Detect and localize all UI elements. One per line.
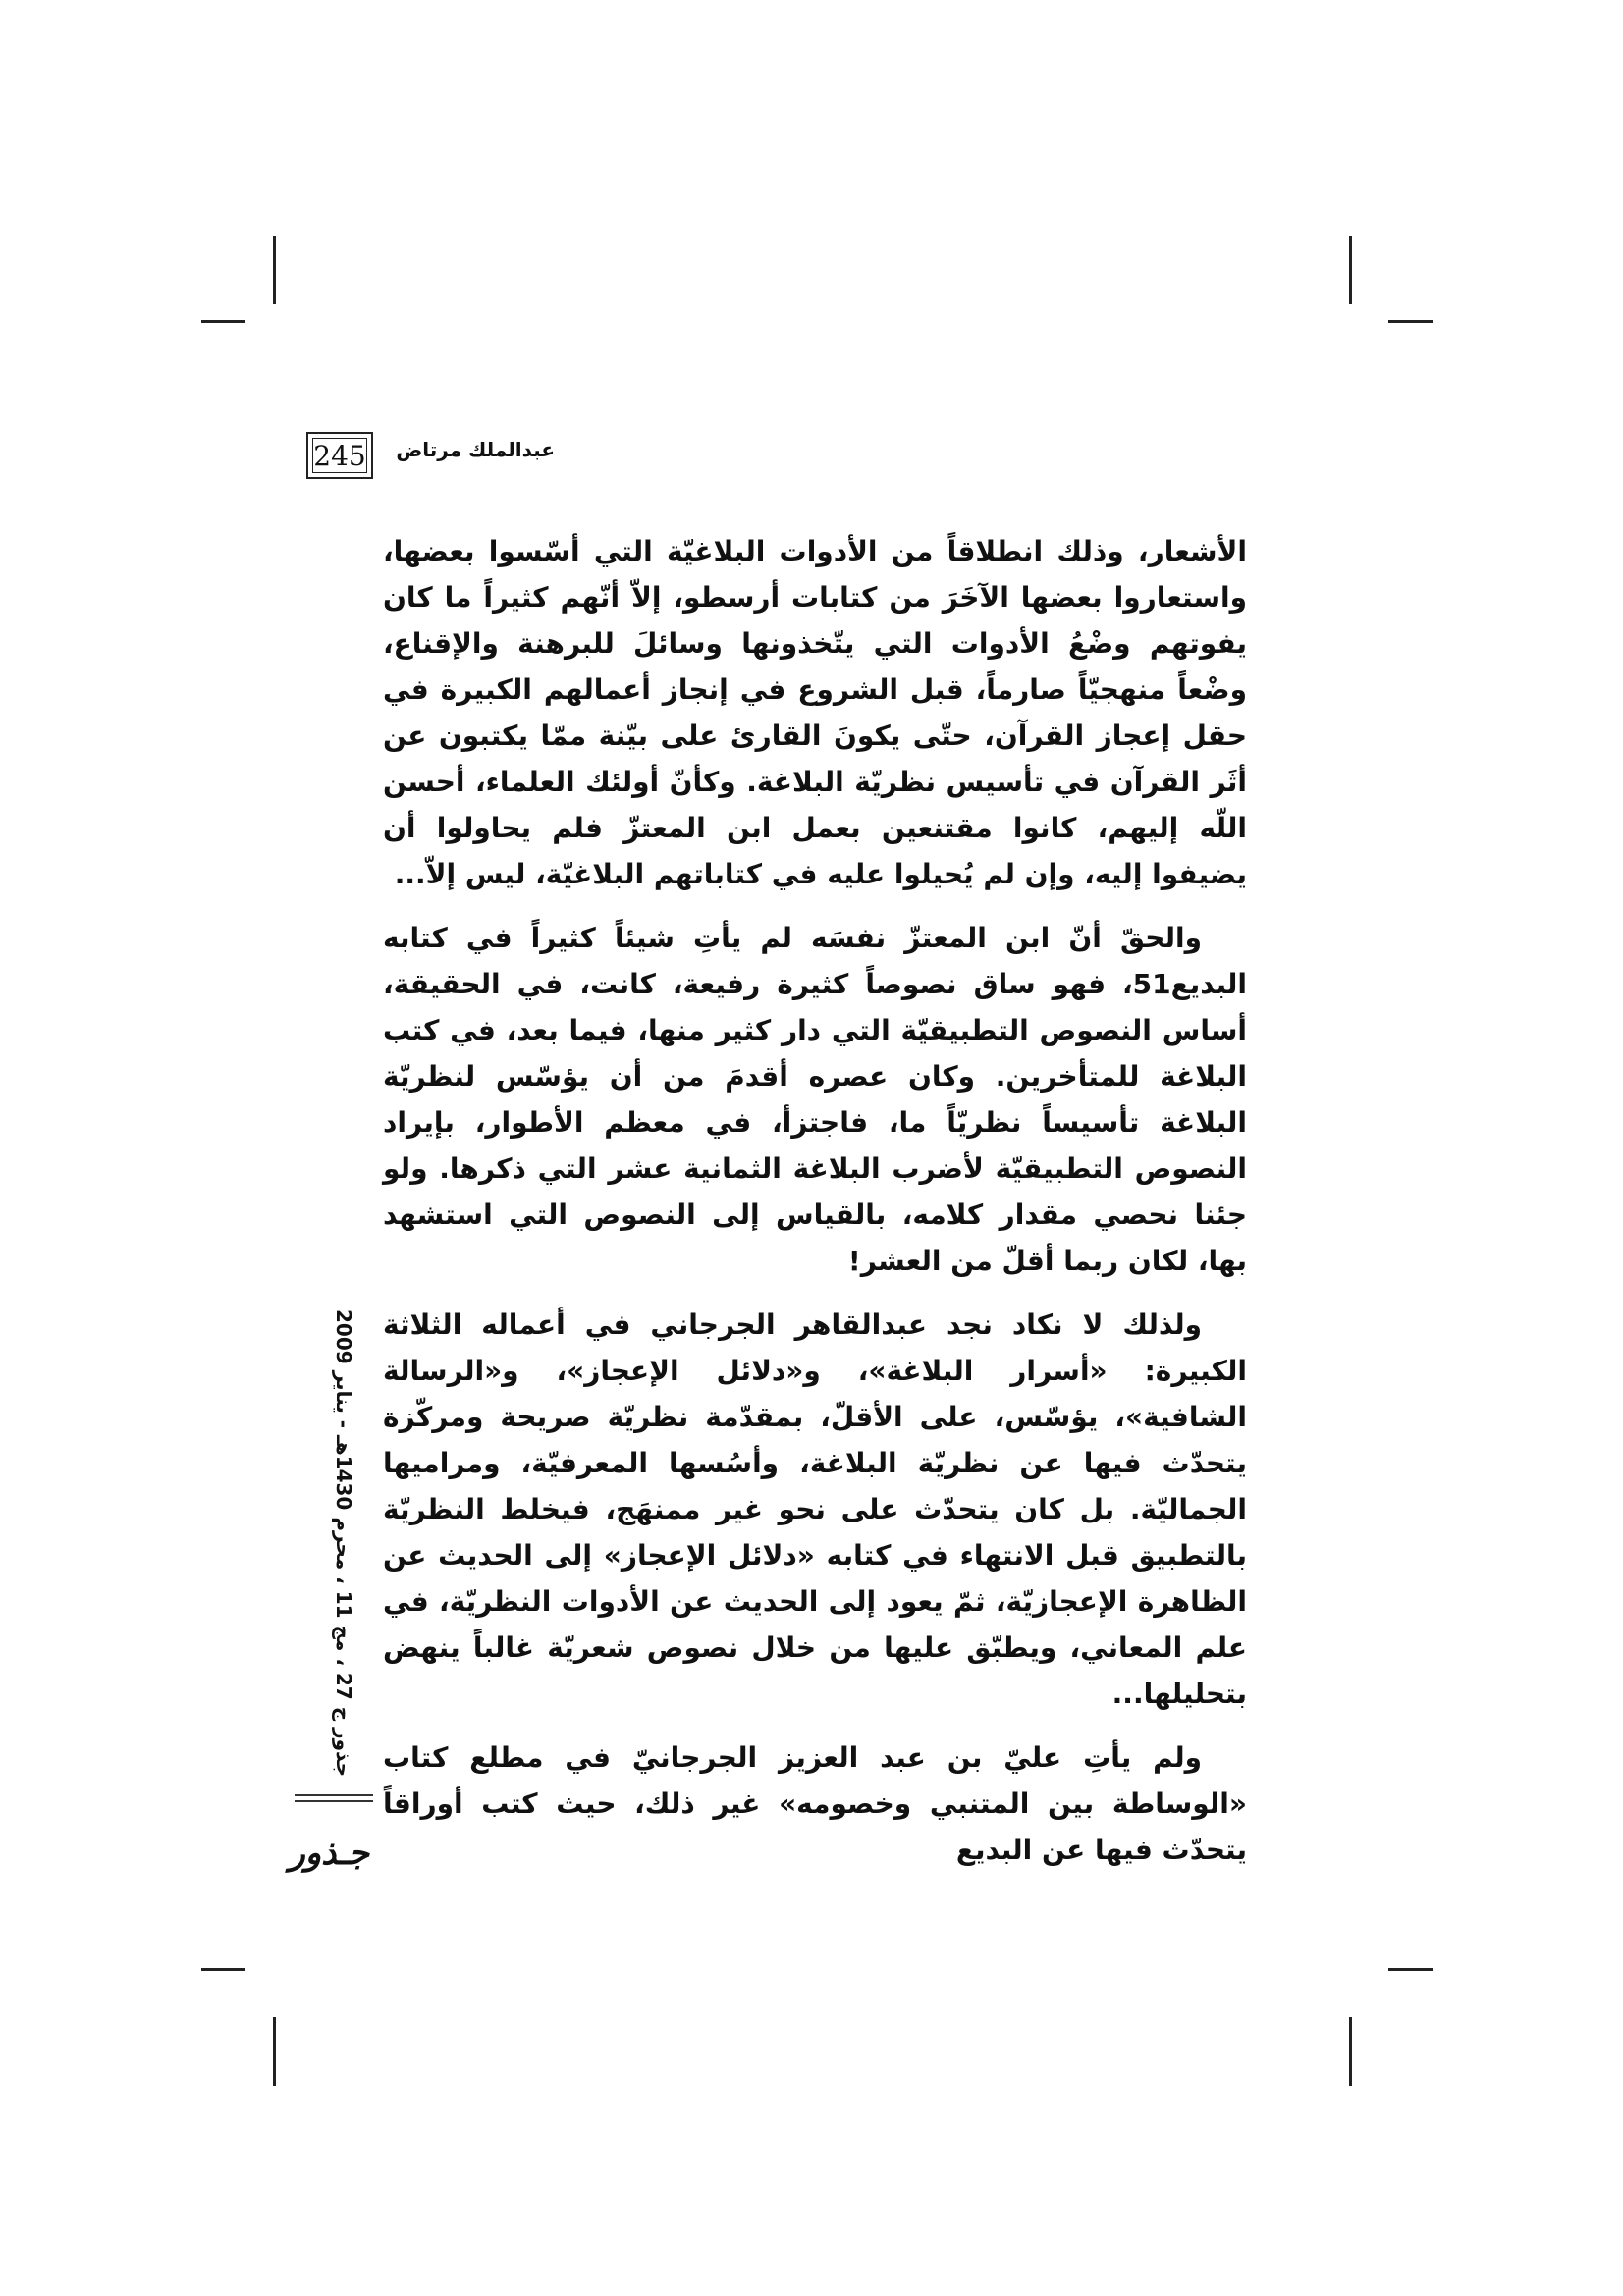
page-number-box bbox=[306, 432, 373, 479]
journal-meta-text: جذور ج 27 ، مج 11 ، محرم 1430هـ - يناير 2009 bbox=[332, 1308, 355, 1777]
sidebar-rule-2 bbox=[295, 1800, 373, 1802]
crop-mark-bottom-left-vertical bbox=[273, 2017, 276, 2086]
paragraph-4: ولم يأتِ عليّ بن عبد العزيز الجرجانيّ في مطلع كتاب «الوساطة بين المتنبي وخصومه» غير ذلك، حيث كتب أوراقاً يتحدّث فيها عن البديع bbox=[383, 1741, 1247, 1866]
sidebar-rule-1 bbox=[295, 1794, 373, 1796]
crop-mark-top-right-horizontal bbox=[1388, 320, 1433, 323]
journal-meta-sidebar bbox=[316, 1308, 355, 1777]
crop-mark-bottom-right-vertical bbox=[1349, 2017, 1352, 2086]
crop-mark-bottom-left-horizontal bbox=[201, 1968, 245, 1971]
page-number: 245 bbox=[313, 439, 366, 472]
page-number-inner-frame bbox=[312, 438, 367, 473]
paragraph-1: الأشعار، وذلك انطلاقاً من الأدوات البلاغيّة التي أسّسوا بعضها، واستعاروا بعضها الآخَرَ من كتابات أرسطو، إلاّ أنّهم كثيراً ما كان يفوتهم وضْعُ الأدوات التي يتّخذونها وسائلَ للبرهنة والإقناع، وضْعاً منهجيّاً صارماً، قبل الشروع في إنجاز أعمالهم الكبيرة في حقل إعجاز القرآن، حتّى يكونَ القارئ على بيّنة ممّا يكتبون عن أثَر القرآن في تأسيس نظريّة البلاغة. وكأنّ أولئك العلماء، أحسن اللّه إليهم، كانوا مقتنعين بعمل ابن المعتزّ فلم يحاولوا أن يضيفوا إليه، وإن لم يُحيلوا عليه في كتاباتهم البلاغيّة، ليس إلاّ... bbox=[383, 535, 1247, 890]
paragraph-2: والحقّ أنّ ابن المعتزّ نفسَه لم يأتِ شيئاً كثيراً في كتابه البديع51، فهو ساق نصوصاً كثيرة رفيعة، كانت، في الحقيقة، أساس النصوص التطبيقيّة التي دار كثير منها، فيما بعد، في كتب البلاغة للمتأخرين. وكان عصره أقدمَ من أن يؤسّس لنظريّة البلاغة تأسيساً نظريّاً ما، فاجتزأ، في معظم الأطوار، بإيراد النصوص التطبيقيّة لأضرب البلاغة الثمانية عشر التي ذكرها. ولو جئنا نحصي مقدار كلامه، بالقياس إلى النصوص التي استشهد بها، لكان ربما أقلّ من العشر! bbox=[383, 922, 1247, 1277]
crop-mark-top-right-vertical bbox=[1349, 236, 1352, 304]
author-name: عبدالملك مرتاض bbox=[396, 438, 555, 461]
crop-mark-top-left-horizontal bbox=[201, 320, 245, 323]
article-body bbox=[383, 528, 1247, 1891]
journal-logo: جـذور bbox=[289, 1834, 369, 1873]
paragraph-3: ولذلك لا نكاد نجد عبدالقاهر الجرجاني في أعماله الثلاثة الكبيرة: «أسرار البلاغة»، و«دلائل الإعجاز»، و«الرسالة الشافية»، يؤسّس، على الأقلّ، بمقدّمة نظريّة صريحة ومركّزة يتحدّث فيها عن نظريّة البلاغة، وأسُسها المعرفيّة، ومراميها الجماليّة. بل كان يتحدّث على نحو غير ممنهَج، فيخلط النظريّة بالتطبيق قبل الانتهاء في كتابه «دلائل الإعجاز» إلى الحديث عن الظاهرة الإعجازيّة، ثمّ يعود إلى الحديث عن الأدوات النظريّة، في علم المعاني، ويطبّق عليها من خلال نصوص شعريّة غالباً ينهض بتحليلها... bbox=[383, 1308, 1247, 1710]
crop-mark-bottom-right-horizontal bbox=[1388, 1968, 1433, 1971]
crop-mark-top-left-vertical bbox=[273, 236, 276, 304]
